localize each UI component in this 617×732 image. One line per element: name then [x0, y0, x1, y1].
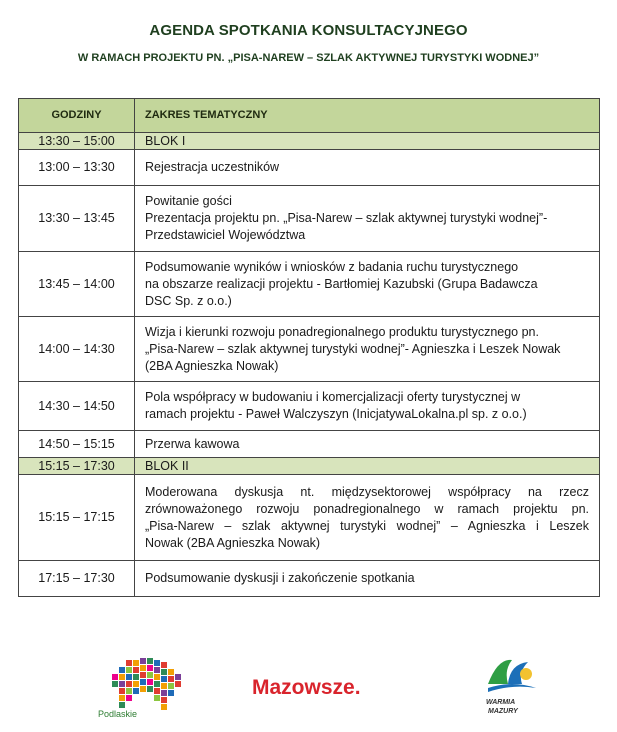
time-cell: 13:45 – 14:00 [19, 252, 135, 317]
topic-cell [135, 475, 600, 561]
topic-line: Nowak (2BA Agnieszka Nowak) [145, 535, 321, 550]
topic-line: Przerwa kawowa [145, 436, 240, 451]
time-cell: 14:50 – 15:15 [19, 431, 135, 458]
topic-line: Przedstawiciel Województwa [145, 228, 306, 242]
topic-cell [135, 561, 600, 597]
topic-line: Moderowana dyskusja nt. międzysektorowej współpracy na rzecz [145, 484, 589, 499]
topic-line: Wizja i kierunki rozwoju ponadregionalnego produktu turystycznego pn. [145, 324, 539, 339]
topic-cell [135, 382, 600, 431]
warmia-label: WARMIA [486, 699, 516, 706]
table-row-block-2 [19, 458, 600, 475]
topic-line: Pola współpracy w budowaniu i komercjalizacji oferty turystycznej w [145, 390, 521, 404]
time-cell: 15:15 – 17:15 [19, 475, 135, 561]
topic-line: zrównoważonego rozwoju ponadregionalnego w ramach projektu pn. [145, 501, 589, 516]
table-row [19, 150, 600, 186]
topic-line: „Pisa-Narew – szlak aktywnej turystyki wodnej”- Agnieszka i Leszek Nowak [145, 341, 561, 356]
topic-line: Rejestracja uczestników [145, 160, 280, 174]
time-cell: 13:30 – 15:00 [19, 133, 135, 150]
time-cell: 13:00 – 13:30 [19, 150, 135, 186]
topic-line: (2BA Agnieszka Nowak) [145, 358, 279, 373]
partner-logos [0, 650, 617, 720]
time-cell: 17:15 – 17:30 [19, 561, 135, 597]
topic-line: Powitanie gości [145, 194, 232, 208]
column-header-time: GODZINY [19, 99, 135, 133]
agenda-subtitle: W RAMACH PROJEKTU PN. „PISA-NAREW – SZLAK AKTYWNEJ TURYSTYKI WODNEJ” [77, 52, 540, 64]
table-row-block-1 [19, 133, 600, 150]
table-row [19, 186, 600, 252]
topic-cell [135, 186, 600, 252]
topic-cell [135, 150, 600, 186]
table-row [19, 475, 600, 561]
podlaskie-label: Podlaskie [98, 709, 138, 719]
lake-waves-icon [488, 660, 536, 692]
topic-line: Prezentacja projektu pn. „Pisa-Narew – szlak aktywnej turystyki wodnej”- [145, 211, 548, 225]
time-cell: 14:00 – 14:30 [19, 317, 135, 382]
time-cell: 13:30 – 13:45 [19, 186, 135, 252]
mazury-label: MAZURY [488, 708, 518, 715]
table-row [19, 317, 600, 382]
warmia-mazury-logo [478, 654, 548, 720]
table-row [19, 252, 600, 317]
table-row [19, 382, 600, 431]
topic-line: Podsumowanie wyników i wniosków z badania ruchu turystycznego [145, 259, 519, 274]
topic-line: DSC Sp. z o.o.) [145, 293, 232, 308]
agenda-title: AGENDA SPOTKANIA KONSULTACYJNEGO [149, 22, 468, 39]
time-cell: 15:15 – 17:30 [19, 458, 135, 475]
mazowsze-wordmark: Mazowsze. [252, 676, 361, 699]
time-cell: 14:30 – 14:50 [19, 382, 135, 431]
bison-mosaic-icon [112, 658, 181, 710]
topic-cell [135, 431, 600, 458]
topic-line: Podsumowanie dyskusji i zakończenie spotkania [145, 571, 415, 585]
mazowsze-logo [248, 666, 408, 706]
topic-line: BLOK II [145, 458, 189, 473]
topic-line: na obszarze realizacji projektu - Bartłomiej Kazubski (Grupa Badawcza [145, 276, 538, 291]
table-row [19, 561, 600, 597]
table-header-row [19, 99, 600, 133]
topic-cell [135, 252, 600, 317]
topic-line: „Pisa-Narew – szlak aktywnej turystyki wodnej” – Agnieszka i Leszek [145, 518, 589, 533]
topic-line: BLOK I [145, 133, 186, 148]
podlaskie-logo [96, 654, 206, 720]
topic-cell [135, 317, 600, 382]
topic-cell [135, 458, 600, 475]
topic-line: ramach projektu - Paweł Walczyszyn (InicjatywaLokalna.pl sp. z o.o.) [145, 407, 527, 421]
table-row [19, 431, 600, 458]
column-header-topic: ZAKRES TEMATYCZNY [135, 99, 600, 133]
topic-cell [135, 133, 600, 150]
agenda-table [18, 98, 600, 597]
